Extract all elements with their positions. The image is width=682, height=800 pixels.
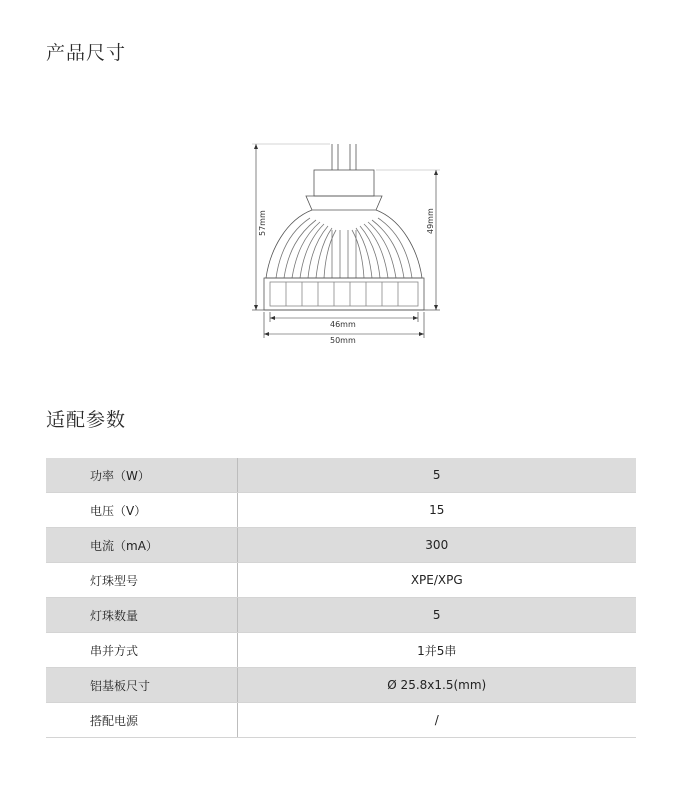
table-row [46, 633, 636, 668]
spec-key: 电流（mA） [46, 528, 237, 563]
dimension-height-body: 49mm [426, 208, 435, 234]
spec-table [46, 458, 636, 738]
spec-value: 5 [237, 598, 636, 633]
dimension-height-total: 57mm [258, 210, 267, 236]
dimension-width-outer: 50mm [330, 336, 356, 345]
lamp-drawing [246, 140, 446, 350]
table-row [46, 528, 636, 563]
spec-key: 搭配电源 [46, 703, 237, 738]
spec-key: 功率（W） [46, 458, 237, 493]
product-dimension-diagram [246, 140, 446, 350]
spec-key: 铝基板尺寸 [46, 668, 237, 703]
spec-value: Ø 25.8x1.5(mm) [237, 668, 636, 703]
section-title-params: 适配参数 [46, 409, 127, 431]
spec-value: / [237, 703, 636, 738]
spec-value: XPE/XPG [237, 563, 636, 598]
dimension-width-inner: 46mm [330, 320, 356, 329]
spec-value: 5 [237, 458, 636, 493]
spec-key: 灯珠型号 [46, 563, 237, 598]
spec-key: 灯珠数量 [46, 598, 237, 633]
table-row [46, 598, 636, 633]
table-row [46, 563, 636, 598]
spec-value: 1并5串 [237, 633, 636, 668]
table-row [46, 668, 636, 703]
spec-value: 15 [237, 493, 636, 528]
spec-key: 电压（V） [46, 493, 237, 528]
table-row [46, 493, 636, 528]
table-row [46, 458, 636, 493]
section-title-product-size: 产品尺寸 [46, 42, 127, 64]
spec-key: 串并方式 [46, 633, 237, 668]
table-row [46, 703, 636, 738]
spec-value: 300 [237, 528, 636, 563]
